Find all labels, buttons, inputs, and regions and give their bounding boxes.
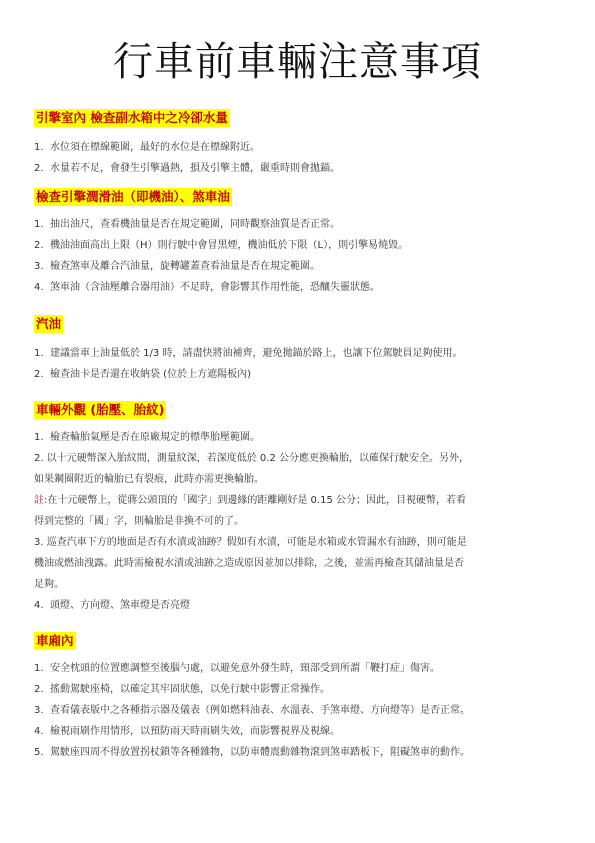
section-engine-oil — [34, 186, 564, 298]
text-line: 機油或燃油洩露。此時需檢視水漬或油跡之造成原因並加以排除，之後，並需再檢查其儲油量是否 — [34, 558, 464, 569]
section-exterior-tires — [34, 399, 564, 616]
list-item — [34, 256, 564, 277]
item-text: 安全枕頭的位置應調整至後腦勺處，以避免意外發生時，頸部受到所謂「鞭打症」傷害。 — [50, 663, 440, 674]
page-title: 行車前車輛注意事項 — [113, 39, 482, 85]
list-item — [34, 137, 564, 158]
item-text: 駕駛座四周不得放置拐杖鎖等各種雜物，以防車體震動雜物滾到煞車踏板下，阻礙煞車的動作。 — [50, 747, 470, 758]
item-number: 1. — [34, 663, 44, 674]
list-item — [34, 343, 564, 364]
item-text: 水量若不足，會發生引擎過熱，損及引擎主體，嚴重時則會拋錨。 — [50, 163, 340, 174]
item-number: 4. — [34, 600, 44, 611]
paragraph-note — [34, 490, 564, 532]
list-item — [34, 364, 564, 385]
item-number: 2. — [34, 369, 44, 380]
section-header: 檢查引擎潤滑油（即機油）、煞車油 — [36, 189, 230, 204]
list-item — [34, 235, 564, 256]
list-item — [34, 742, 564, 763]
list-item — [34, 277, 564, 298]
item-text: 水位須在標線範圍，最好的水位是在標線附近。 — [50, 142, 260, 153]
section-header: 汽油 — [36, 316, 62, 331]
item-number: 1. — [34, 432, 44, 443]
item-text: 查看儀表版中之各種指示器及儀表（例如燃料油表、水溫表、手煞車燈、方向燈等）是否正常。 — [50, 705, 470, 716]
section-header: 車輛外觀 (胎壓、胎紋) — [36, 402, 165, 417]
item-number: 4. — [34, 726, 44, 737]
item-text: 頭燈、方向燈、煞車燈是否亮燈 — [50, 600, 190, 611]
item-number: 1. — [34, 142, 44, 153]
list-item — [34, 658, 564, 679]
item-text: 檢查油卡是否還在收納袋 (位於上方遮陽板內) — [50, 369, 251, 380]
item-text: 檢查煞車及離合汽油量，旋轉罐蓋查看油量是否在規定範圍。 — [50, 261, 320, 272]
section-fuel — [34, 313, 564, 385]
item-number: 4. — [34, 282, 44, 293]
item-text: 檢視雨刷作用情形，以預防雨天時雨刷失效，而影響視界及視線。 — [50, 726, 340, 737]
item-text: 機油油面高出上限（H）則行駛中會冒黑煙，機油低於下限（L），則引擎易燒毀。 — [50, 240, 409, 251]
list-item — [34, 214, 564, 235]
item-number: 5. — [34, 747, 44, 758]
item-number: 1. — [34, 219, 44, 230]
list-item — [34, 595, 564, 616]
section-header: 引擎室內 檢查副水箱中之冷卻水量 — [36, 110, 228, 125]
list-item — [34, 158, 564, 179]
item-number: 1. — [34, 348, 44, 359]
text-line: 足夠。 — [34, 579, 64, 590]
item-number: 3. — [34, 261, 44, 272]
list-item — [34, 721, 564, 742]
text-line: 3. 巡查汽車下方的地面是否有水漬或油跡？假如有水漬，可能是水箱或水管漏水有油跡，則可能是 — [34, 537, 467, 548]
item-number: 2. — [34, 240, 44, 251]
paragraph-item-3 — [34, 532, 564, 595]
list-item — [34, 427, 564, 448]
paragraph-item-2 — [34, 448, 564, 490]
item-text: 煞車油（含油壓離合器用油）不足時，會影響其作用性能，恐釀失靈狀態。 — [50, 282, 380, 293]
list-item — [34, 679, 564, 700]
item-text: 搖動駕駛座椅，以確定其牢固狀態，以免行駛中影響正常操作。 — [50, 684, 330, 695]
item-text: 建議當車上油量低於 1/3 時，請盡快將油補齊，避免拋錨於路上，也讓下位駕駛員足夠使用。 — [50, 348, 463, 359]
text-line: 在十元硬幣上，從蔣公頭頂的「國字」到邊緣的距離剛好是 0.15 公分；因此，目視硬幣，若看 — [47, 495, 466, 506]
item-text: 抽出油尺，查看機油量是否在規定範圍，同時觀察油質是否正常。 — [50, 219, 340, 230]
text-line: 2. 以十元硬幣深入胎紋間，測量紋深，若深度低於 0.2 公分應更換輪胎，以確保行駛安全。另外， — [34, 453, 469, 464]
item-number: 2. — [34, 684, 44, 695]
text-line: 如果鋼圈附近的輪胎已有裂痕，此時亦需更換輪胎。 — [34, 474, 264, 485]
section-header: 車廂內 — [36, 633, 74, 648]
item-number: 3. — [34, 705, 44, 716]
item-number: 2. — [34, 163, 44, 174]
list-item — [34, 700, 564, 721]
note-label: 註: — [34, 495, 48, 506]
item-text: 檢查輪胎氣壓是否在原廠規定的標準胎壓範圍。 — [50, 432, 260, 443]
text-line: 得到完整的「國」字，則輪胎是非換不可的了。 — [34, 516, 244, 527]
section-cabin — [34, 630, 564, 763]
section-engine-coolant — [34, 107, 564, 179]
